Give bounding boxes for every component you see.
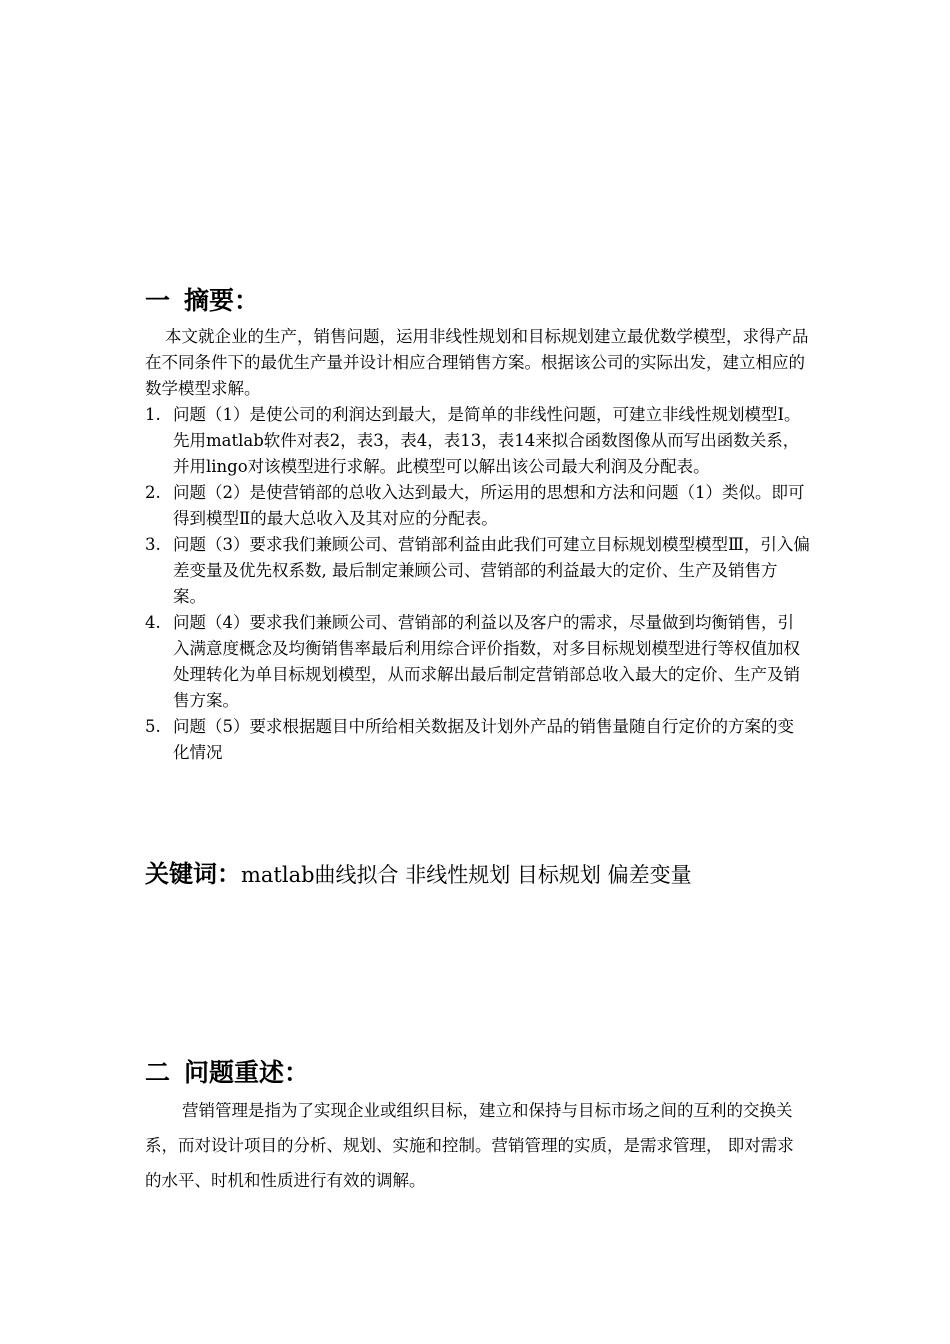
restatement-heading [145, 1058, 309, 1088]
abstract-intro: 本文就企业的生产，销售问题，运用非线性规划和目标规划建立最优数学模型，求得产品在不同条件下的最优生产量并设计相应合理销售方案。根据该公司的实际出发，建立相应的数学模型求解。 [145, 327, 809, 398]
section-title: 问题重述： [184, 1058, 310, 1087]
list-item [145, 402, 810, 480]
list-marker: 5. [145, 717, 161, 736]
list-item-text: 问题（4）要求我们兼顾公司、营销部的利益以及客户的需求，尽量做到均衡销售，引入满意度概念及均衡销售率最后利用综合评价指数，对多目标规划模型进行等权值加权处理转化为单目标规划模型，从而求解出最后制定营销部总收入最大的定价、生产及销售方案。 [173, 613, 800, 710]
keywords-value: matlab曲线拟合 非线性规划 目标规划 偏差变量 [241, 863, 692, 887]
list-marker: 3. [145, 535, 161, 554]
list-item-text: 问题（3）要求我们兼顾公司、营销部利益由此我们可建立目标规划模型模型Ⅲ，引入偏差变量及优先权系数, 最后制定兼顾公司、营销部的利益最大的定价、生产及销售方案。 [173, 535, 810, 606]
section-title: 摘要： [184, 286, 260, 315]
section-number: 二 [145, 1058, 171, 1087]
list-item [145, 714, 810, 766]
abstract-list [145, 402, 810, 766]
list-marker: 2. [145, 483, 161, 502]
list-item-text: 问题（1）是使公司的利润达到最大，是简单的非线性问题，可建立非线性规划模型Ⅰ。先用matlab软件对表2，表3，表4，表13，表14来拟合函数图像从而写出函数关系，并用lingo对该模型进行求解。此模型可以解出该公司最大利润及分配表。 [173, 405, 801, 476]
list-item [145, 480, 810, 532]
list-item-text: 问题（5）要求根据题目中所给相关数据及计划外产品的销售量随自行定价的方案的变化情况 [173, 717, 794, 762]
abstract-body [145, 324, 810, 766]
keywords-line [145, 857, 692, 892]
list-item [145, 532, 810, 610]
list-marker: 4. [145, 613, 161, 632]
restatement-paragraph: 营销管理是指为了实现企业或组织目标，建立和保持与目标市场之间的互利的交换关系，而对设计项目的分析、规划、实施和控制。营销管理的实质，是需求管理， 即对需求的水平、时机和性质进行有效的调解。 [145, 1101, 794, 1190]
list-item [145, 610, 810, 714]
list-item-text: 问题（2）是使营销部的总收入达到最大，所运用的思想和方法和问题（1）类似。即可得到模型Ⅱ的最大总收入及其对应的分配表。 [173, 483, 805, 528]
abstract-heading [145, 286, 259, 316]
keywords-label: 关键词： [145, 860, 241, 888]
section-number: 一 [145, 286, 171, 315]
list-marker: 1. [145, 405, 161, 424]
